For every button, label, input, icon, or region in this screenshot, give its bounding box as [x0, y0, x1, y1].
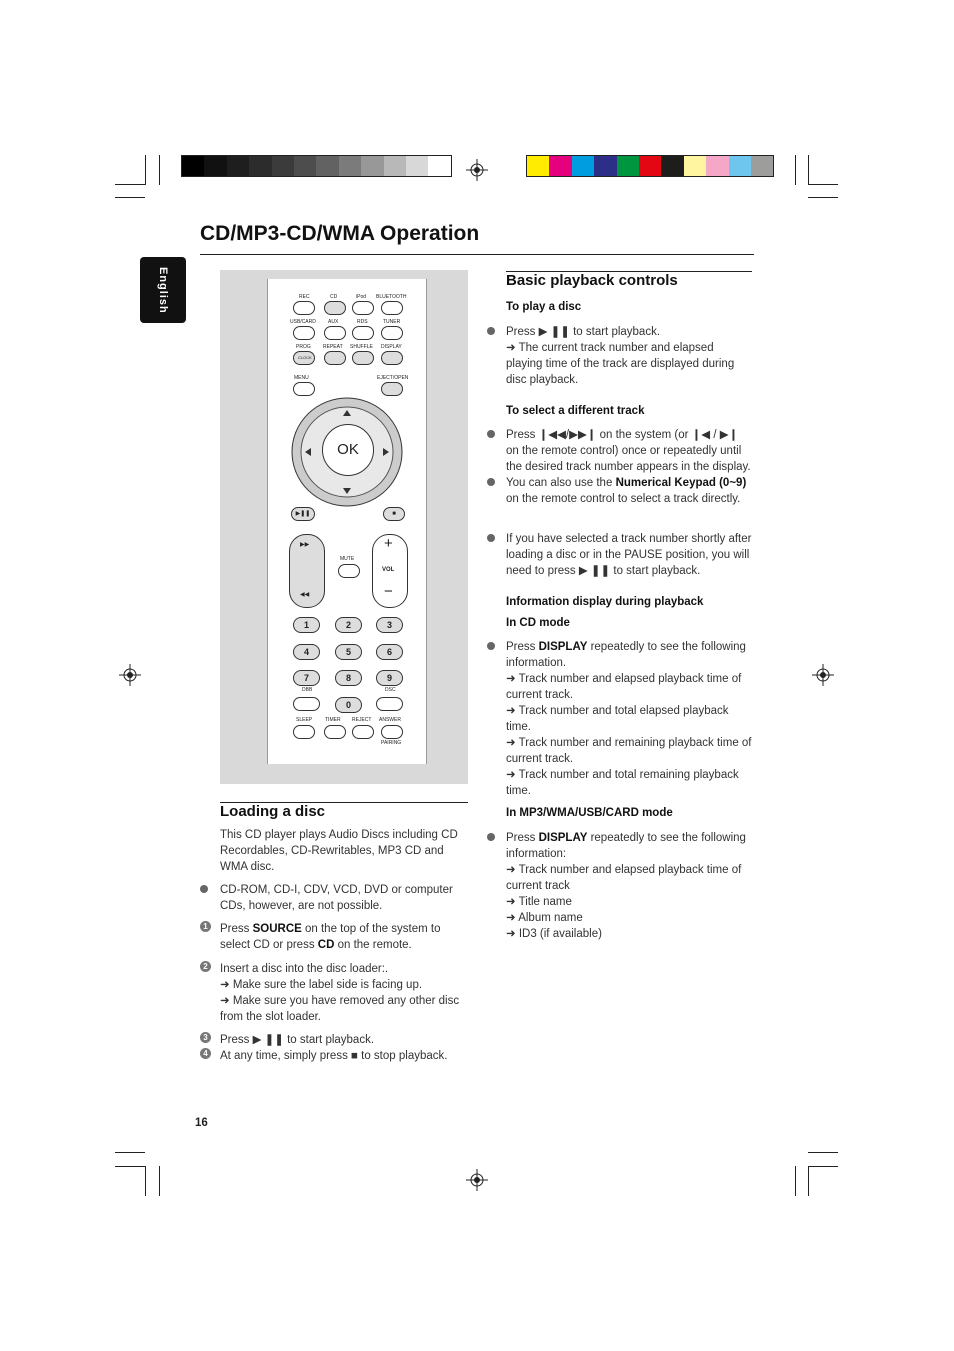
number-7-button[interactable]: 7: [293, 670, 320, 686]
color-swatch: [316, 156, 338, 176]
play-step-sub: ➜ The current track number and elapsed playing time of the track are displayed during disc playback.: [506, 342, 735, 386]
mp3-step: [506, 830, 752, 862]
repeat-button[interactable]: [324, 351, 346, 365]
number-9-button[interactable]: 9: [376, 670, 403, 686]
mp3-item: ➜ Album name: [506, 912, 583, 924]
color-swatch: [227, 156, 249, 176]
step1-text-2: on the top of the system to select CD or press: [220, 923, 441, 951]
page-title: CD/MP3-CD/WMA Operation: [200, 222, 480, 245]
display-key: DISPLAY: [538, 832, 588, 844]
number-6-button[interactable]: 6: [376, 644, 403, 660]
aux-label: AUX: [328, 319, 339, 325]
rds-button[interactable]: [352, 326, 374, 340]
mp3-step-text-2: repeatedly to see the following information:: [506, 832, 746, 860]
mp3-item: ➜ Title name: [506, 896, 572, 908]
registration-mark-icon: [466, 159, 488, 181]
crop-mark: [808, 1152, 838, 1153]
number-3-button[interactable]: 3: [376, 617, 403, 633]
shuffle-button[interactable]: [352, 351, 374, 365]
loading-intro: This CD player plays Audio Discs including CD Recordables, CD-Rewritables, MP3 CD and WMA disc.: [220, 829, 458, 873]
crop-mark: [115, 1152, 145, 1153]
color-swatch: [706, 156, 728, 176]
step-number-2: 2: [200, 961, 211, 972]
ipod-label: iPod: [356, 294, 367, 300]
color-swatch: [339, 156, 361, 176]
play-step: Press ▶ ❚❚ to start playback.: [506, 326, 661, 338]
reject-button[interactable]: [352, 725, 374, 739]
crop-mark: [145, 1166, 146, 1196]
cd-step-text: Press: [506, 641, 539, 653]
step1-text-3: on the remote.: [334, 939, 412, 951]
bluetooth-label: BLUETOOTH: [376, 294, 407, 300]
reject-label: REJECT: [352, 717, 372, 723]
step-number-3: 3: [200, 1032, 211, 1043]
crop-mark: [795, 1166, 796, 1196]
eject-label: EJECT/OPEN: [377, 375, 409, 381]
pairing-label: PAIRING: [381, 740, 402, 746]
cd-step: [506, 639, 752, 671]
loading-note: CD-ROM, CD-I, CDV, VCD, DVD or computer CDs, however, are not possible.: [220, 884, 453, 912]
crop-mark: [115, 1166, 145, 1167]
select-heading: To select a different track: [506, 405, 645, 417]
color-swatch: [272, 156, 294, 176]
step-number-4: 4: [200, 1048, 211, 1059]
number-8-button[interactable]: 8: [335, 670, 362, 686]
color-swatch: [684, 156, 706, 176]
menu-button[interactable]: [293, 382, 315, 396]
menu-label: MENU: [294, 375, 309, 381]
usb-card-button[interactable]: [293, 326, 315, 340]
number-0-button[interactable]: 0: [335, 697, 362, 713]
loading-step-2: Insert a disc into the disc loader:.: [220, 963, 389, 975]
aux-button[interactable]: [324, 326, 346, 340]
usb-card-label: USB/CARD: [290, 319, 316, 325]
cd-label: CD: [330, 294, 338, 300]
color-swatch: [294, 156, 316, 176]
clock-label: CLOCK: [298, 355, 312, 360]
color-swatch: [406, 156, 428, 176]
color-bar: [526, 155, 774, 177]
select2-text-2: on the remote control to select a track directly.: [506, 493, 741, 505]
crop-mark: [808, 1166, 809, 1196]
remote-control: [267, 279, 427, 764]
registration-mark-icon: [466, 1169, 488, 1191]
title-rule: [200, 254, 754, 255]
select2-text: You can also use the: [506, 477, 616, 489]
dsc-button[interactable]: [376, 697, 403, 711]
registration-mark-icon: [119, 664, 141, 686]
number-5-button[interactable]: 5: [335, 644, 362, 660]
crop-mark: [808, 197, 838, 198]
registration-mark-icon: [812, 664, 834, 686]
color-swatch: [361, 156, 383, 176]
crop-mark: [808, 1166, 838, 1167]
select-step-1: Press ❙◀◀/▶▶❙ on the system (or ❙◀ / ▶❙ on the remote control) once or repeatedly until the desired track number appears in the display.: [506, 429, 751, 473]
color-swatch: [729, 156, 751, 176]
color-swatch: [751, 156, 773, 176]
page-number: 16: [195, 1117, 208, 1129]
info-heading: Information display during playback: [506, 596, 704, 608]
sleep-label: SLEEP: [296, 717, 313, 723]
color-swatch: [661, 156, 683, 176]
language-tab: [140, 257, 186, 323]
volume-down-icon: −: [384, 583, 393, 600]
language-tab-label: English: [157, 266, 169, 314]
clock-button[interactable]: [293, 351, 315, 365]
loading-step-2-sub-2: ➜ Make sure you have removed any other disc from the slot loader.: [220, 995, 460, 1023]
loading-heading: Loading a disc: [220, 803, 326, 820]
mp3-step-text: Press: [506, 832, 539, 844]
crop-mark: [808, 184, 838, 185]
mute-label: MUTE: [340, 556, 355, 562]
ok-button[interactable]: OK: [322, 424, 374, 476]
volume-rocker[interactable]: [372, 534, 408, 608]
loading-step-2-sub-1: ➜ Make sure the label side is facing up.: [220, 979, 423, 991]
cd-item: ➜ Track number and elapsed playback time of current track.: [506, 673, 742, 701]
timer-button[interactable]: [324, 725, 346, 739]
cd-item: ➜ Track number and remaining playback time of current track.: [506, 737, 752, 765]
tuner-button[interactable]: [381, 326, 403, 340]
rds-label: RDS: [357, 319, 368, 325]
play-heading: To play a disc: [506, 301, 582, 313]
color-swatch: [639, 156, 661, 176]
volume-up-icon: +: [384, 535, 393, 552]
sleep-button[interactable]: [293, 725, 315, 739]
skip-rocker[interactable]: [289, 534, 325, 608]
previous-icon: ◀◀: [300, 592, 310, 598]
keypad-key: Numerical Keypad (0~9): [615, 477, 747, 489]
ipod-button[interactable]: [352, 301, 374, 315]
bullet-icon: [487, 430, 495, 438]
color-swatch: [594, 156, 616, 176]
timer-label: TIMER: [325, 717, 341, 723]
crop-mark: [145, 155, 146, 185]
color-swatch: [617, 156, 639, 176]
source-key: SOURCE: [252, 923, 302, 935]
mute-button[interactable]: [338, 564, 360, 578]
bullet-icon: [487, 833, 495, 841]
answer-label: ANSWER: [379, 717, 401, 723]
remote-control-illustration: [220, 270, 468, 784]
cd-item: ➜ Track number and total remaining playback time.: [506, 769, 739, 797]
loading-step-3: Press ▶ ❚❚ to start playback.: [220, 1034, 375, 1046]
shuffle-label: SHUFFLE: [350, 344, 373, 350]
color-swatch: [204, 156, 226, 176]
eject-button[interactable]: [381, 382, 403, 396]
cd-key: CD: [317, 939, 335, 951]
mp3-item: ➜ Track number and elapsed playback time of current track: [506, 864, 742, 892]
display-button[interactable]: [381, 351, 403, 365]
display-key: DISPLAY: [538, 641, 588, 653]
bullet-icon: [487, 534, 495, 542]
crop-mark: [808, 155, 809, 185]
loading-step-4: At any time, simply press ■ to stop playback.: [220, 1050, 448, 1062]
next-icon: ▶▶: [300, 542, 310, 548]
number-1-button[interactable]: 1: [293, 617, 320, 633]
color-swatch: [428, 156, 450, 176]
crop-mark: [795, 155, 796, 185]
number-4-button[interactable]: 4: [293, 644, 320, 660]
crop-mark: [159, 155, 160, 185]
basic-heading: Basic playback controls: [506, 272, 678, 289]
color-swatch: [549, 156, 571, 176]
bullet-icon: [200, 885, 208, 893]
number-2-button[interactable]: 2: [335, 617, 362, 633]
step1-text: Press: [220, 923, 253, 935]
cd-button[interactable]: [324, 301, 346, 315]
color-swatch: [572, 156, 594, 176]
dsc-label: DSC: [385, 687, 396, 693]
tuner-label: TUNER: [383, 319, 401, 325]
loading-step-1: [220, 921, 465, 953]
cd-step-text-2: repeatedly to see the following information.: [506, 641, 746, 669]
stop-button[interactable]: ■: [383, 507, 405, 521]
color-swatch: [249, 156, 271, 176]
bullet-icon: [487, 642, 495, 650]
rec-label: REC: [299, 294, 310, 300]
play-pause-button[interactable]: ▶❚❚: [291, 507, 315, 521]
mp3-mode-heading: In MP3/WMA/USB/CARD mode: [506, 807, 673, 819]
vol-label: VOL: [382, 567, 395, 573]
cd-mode-heading: In CD mode: [506, 617, 570, 629]
color-swatch: [182, 156, 204, 176]
grayscale-bar: [181, 155, 452, 177]
step-number-1: 1: [200, 921, 211, 932]
crop-mark: [115, 197, 145, 198]
dbb-button[interactable]: [293, 697, 320, 711]
repeat-label: REPEAT: [323, 344, 343, 350]
rec-button[interactable]: [293, 301, 315, 315]
dbb-label: DBB: [302, 687, 313, 693]
select-step-2: [506, 475, 752, 507]
bullet-icon: [487, 478, 495, 486]
cd-item: ➜ Track number and total elapsed playback time.: [506, 705, 729, 733]
bullet-icon: [487, 327, 495, 335]
answer-button[interactable]: [381, 725, 403, 739]
bluetooth-button[interactable]: [381, 301, 403, 315]
prog-label: PROG: [296, 344, 311, 350]
crop-mark: [159, 1166, 160, 1196]
crop-mark: [115, 184, 145, 185]
color-swatch: [384, 156, 406, 176]
mp3-item: ➜ ID3 (if available): [506, 928, 602, 940]
select-step-3: If you have selected a track number shortly after loading a disc or in the PAUSE position, you will need to press ▶ ❚❚ to start playback.: [506, 533, 752, 577]
color-swatch: [527, 156, 549, 176]
display-label: DISPLAY: [381, 344, 402, 350]
